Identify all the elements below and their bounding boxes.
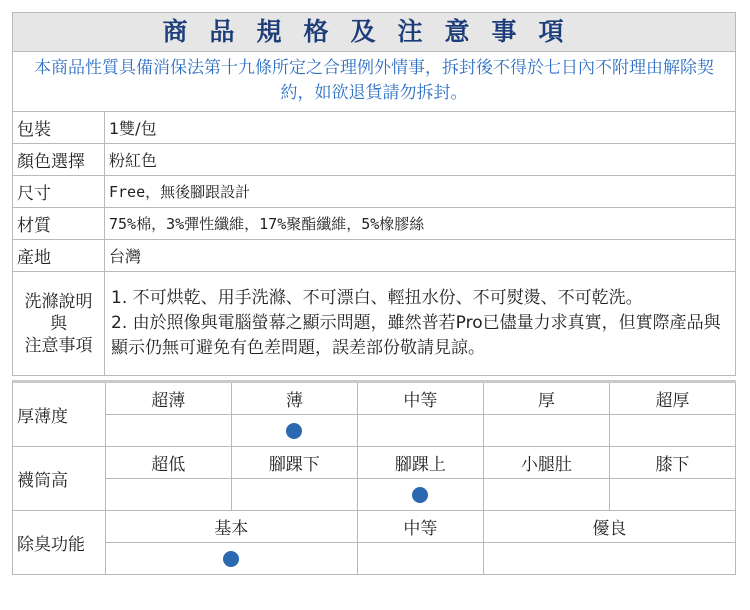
height-option: 膝下 [609, 447, 735, 479]
height-marker-cell [609, 479, 735, 511]
deodorize-label: 除臭功能 [13, 511, 106, 575]
thickness-marker-row [13, 415, 736, 447]
thickness-option: 超厚 [609, 382, 735, 415]
height-marker-cell [483, 479, 609, 511]
height-marker-cell [105, 479, 231, 511]
thickness-options-row [13, 382, 736, 415]
height-marker-row [13, 479, 736, 511]
wash-instruction-2: 2. 由於照像與電腦螢幕之顯示問題，雖然普若Pro已儘量力求真實，但實際產品與 顯示仍無可避免有色差問題，誤差部份敬請見諒。 [111, 313, 721, 358]
wash-instructions [105, 272, 736, 376]
height-marker-cell [357, 479, 483, 511]
thickness-marker-cell [105, 415, 231, 447]
spec-value-size: Free，無後腳跟設計 [105, 176, 736, 208]
thickness-marker-cell [609, 415, 735, 447]
sock-height-label: 襪筒高 [13, 447, 106, 511]
height-option: 腳踝上 [357, 447, 483, 479]
thickness-marker-cell [231, 415, 357, 447]
spec-row [13, 112, 736, 144]
thickness-option: 中等 [357, 382, 483, 415]
height-option: 腳踝下 [231, 447, 357, 479]
wash-instruction-1: 1. 不可烘乾、用手洗滌、不可漂白、輕扭水份、不可熨燙、不可乾洗。 [111, 288, 643, 308]
thickness-marker-cell [483, 415, 609, 447]
thickness-label: 厚薄度 [13, 382, 106, 447]
return-policy-notice: 本商品性質具備消保法第十九條所定之合理例外情事，拆封後不得於七日內不附理由解除契約，如欲退貨請勿拆封。 [13, 52, 736, 112]
spec-label-material: 材質 [13, 208, 105, 240]
deodorize-marker-row [13, 543, 736, 575]
selected-level-dot [412, 487, 428, 503]
height-options-row [13, 447, 736, 479]
spec-value-packaging: 1雙/包 [105, 112, 736, 144]
spec-row [13, 144, 736, 176]
deodorize-option: 中等 [357, 511, 483, 543]
deodorize-marker-cell [105, 543, 357, 575]
deodorize-options-row [13, 511, 736, 543]
deodorize-marker-cell [483, 543, 735, 575]
spec-row [13, 176, 736, 208]
thickness-option: 厚 [483, 382, 609, 415]
deodorize-option: 基本 [105, 511, 357, 543]
wash-label-line: 與 [50, 313, 67, 334]
spec-value-origin: 台灣 [105, 240, 736, 272]
spec-label-size: 尺寸 [13, 176, 105, 208]
spec-row [13, 208, 736, 240]
wash-row [13, 272, 736, 376]
wash-label-line: 注意事項 [24, 335, 93, 356]
spec-row [13, 240, 736, 272]
selected-level-dot [286, 423, 302, 439]
height-option: 超低 [105, 447, 231, 479]
spec-value-color: 粉紅色 [105, 144, 736, 176]
spec-table [12, 12, 736, 376]
height-option: 小腿肚 [483, 447, 609, 479]
thickness-option: 超薄 [105, 382, 231, 415]
spec-label-color: 顏色選擇 [13, 144, 105, 176]
level-table [12, 380, 736, 575]
deodorize-option: 優良 [483, 511, 735, 543]
spec-label-packaging: 包裝 [13, 112, 105, 144]
spec-value-material: 75%棉，3%彈性纖維，17%聚酯纖維，5%橡膠絲 [105, 208, 736, 240]
deodorize-marker-cell [357, 543, 483, 575]
thickness-option: 薄 [231, 382, 357, 415]
selected-level-dot [223, 551, 239, 567]
spec-label-origin: 產地 [13, 240, 105, 272]
height-marker-cell [231, 479, 357, 511]
wash-label [13, 272, 105, 376]
page-title: 商品規格及注意事項 [13, 13, 736, 52]
thickness-marker-cell [357, 415, 483, 447]
spec-sheet [12, 12, 736, 575]
wash-label-line: 洗滌說明 [24, 291, 93, 312]
